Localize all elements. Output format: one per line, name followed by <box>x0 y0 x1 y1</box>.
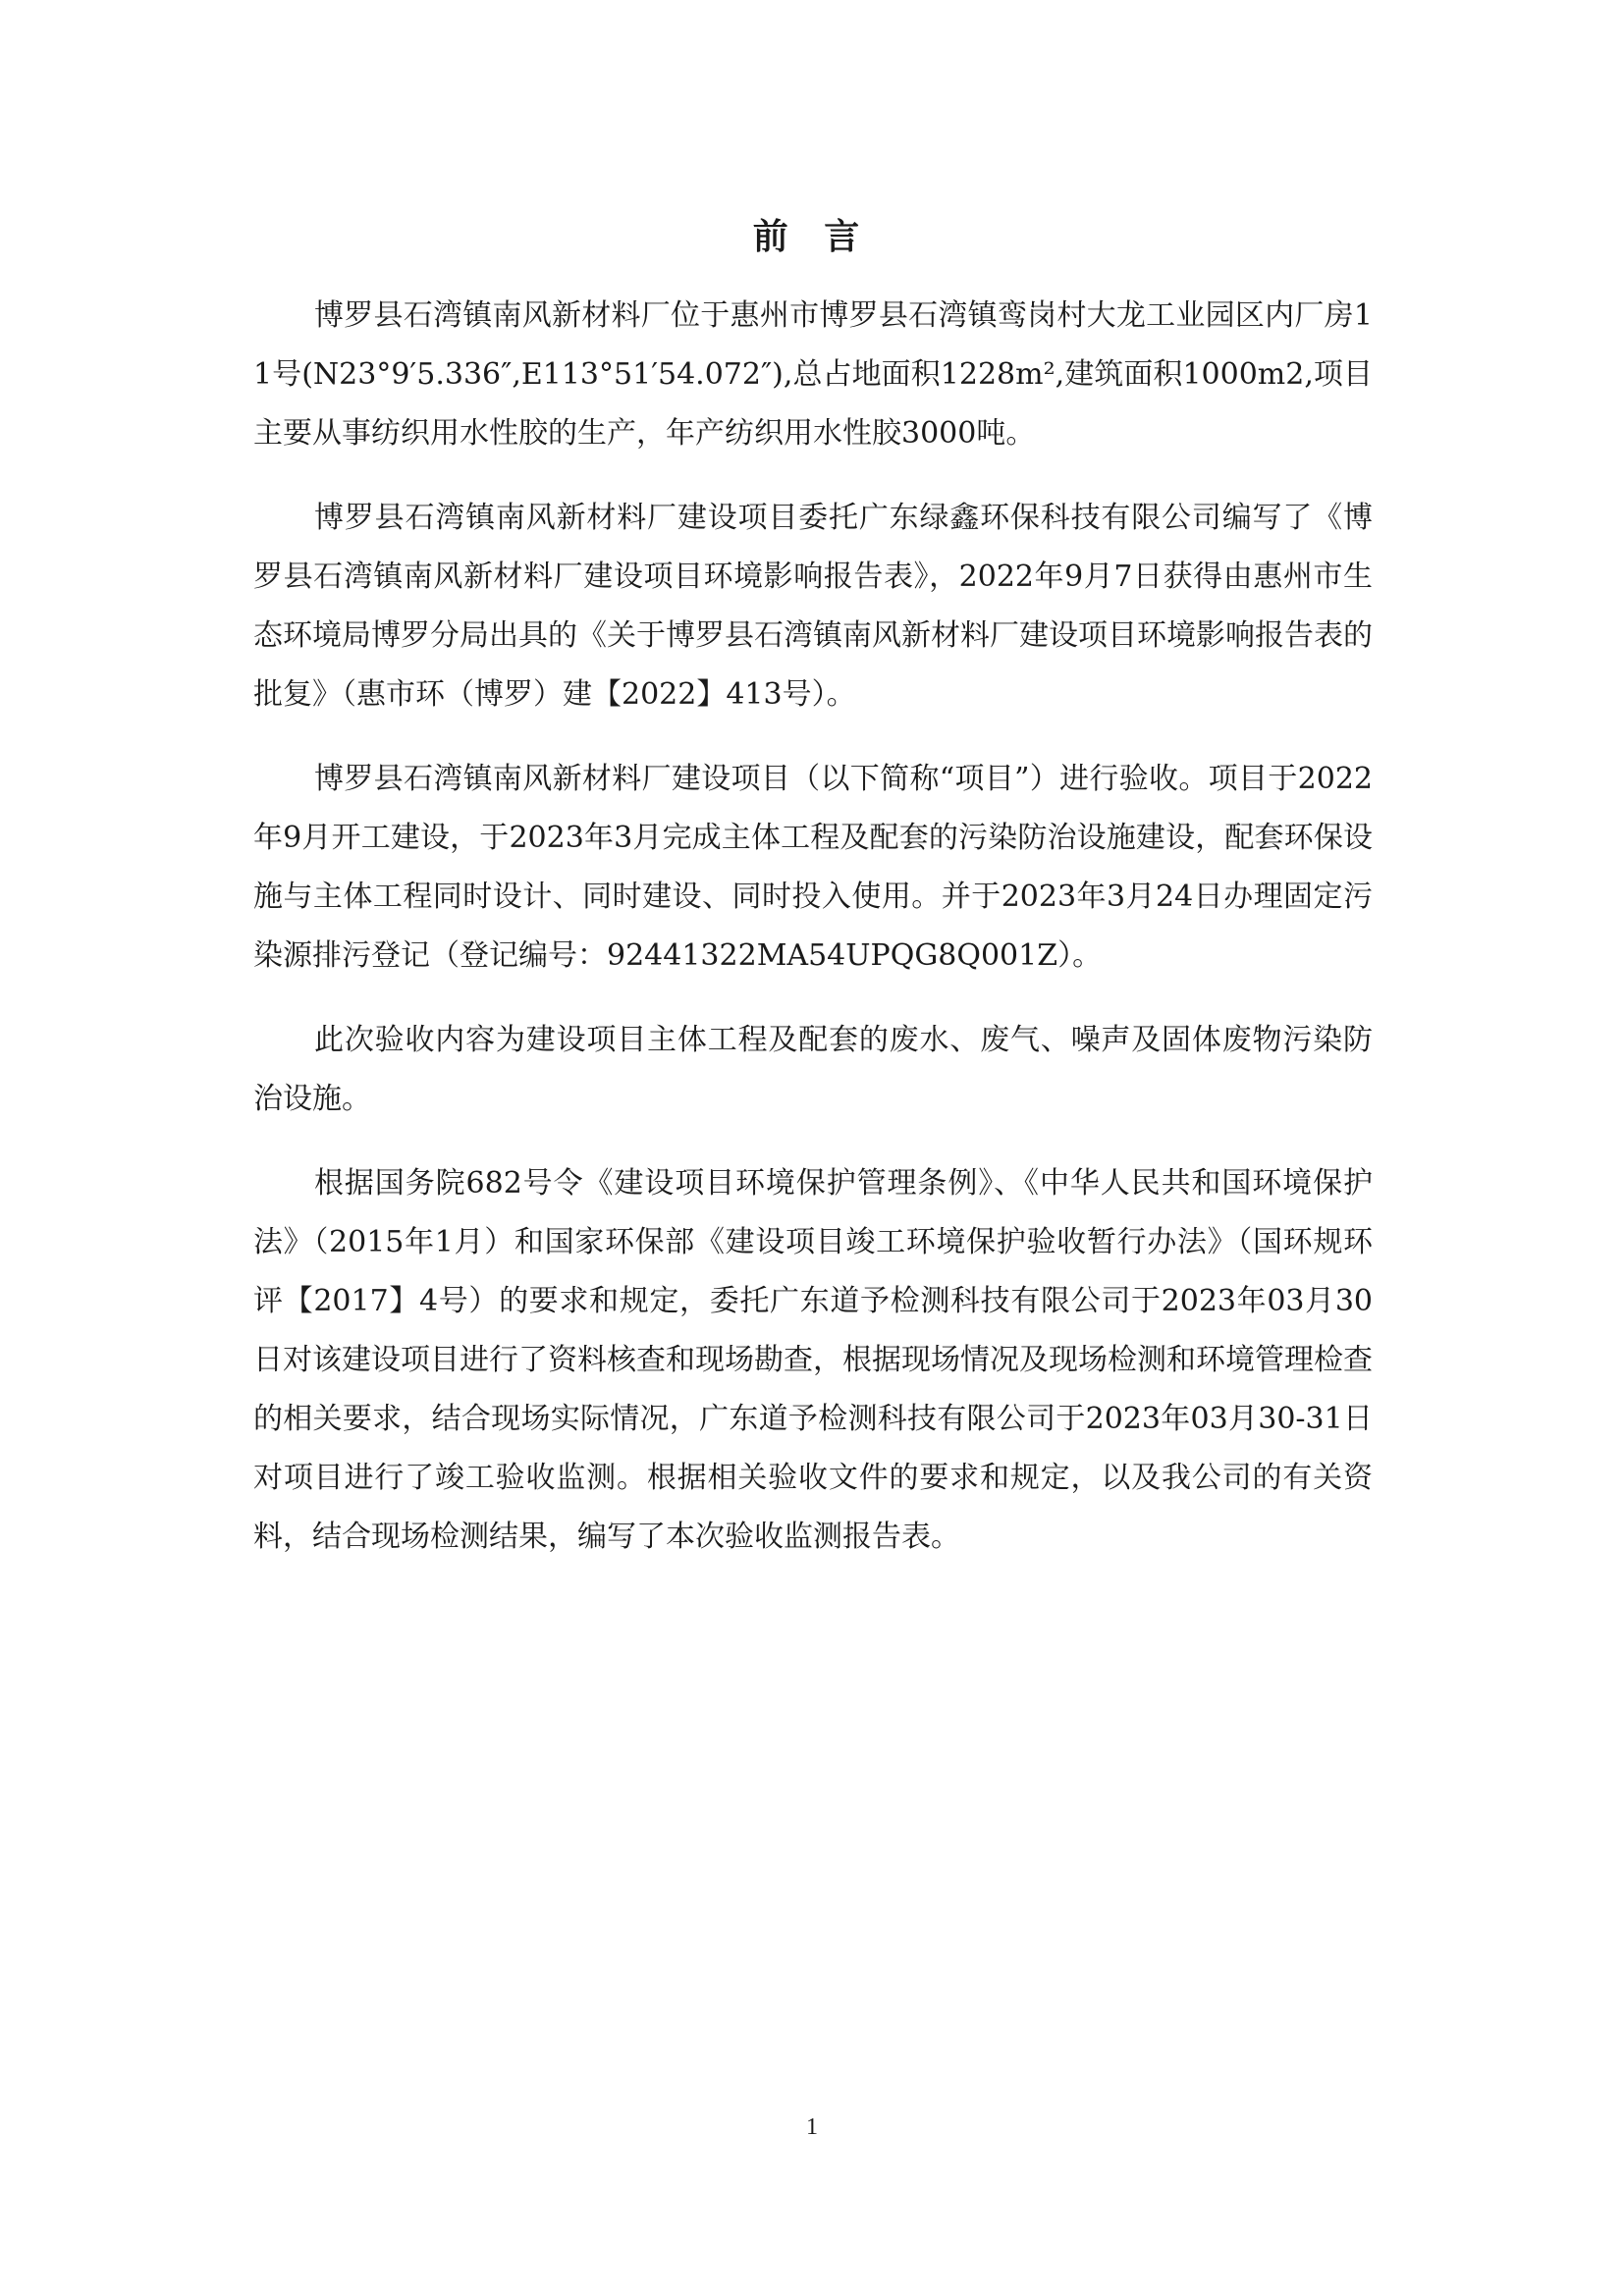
paragraph-legal-basis: 根据国务院682号令《建设项目环境保护管理条例》、《中华人民共和国环境保护法》（2015年1月）和国家环保部《建设项目竣工环境保护验收暂行办法》（国环规环评【2017】4号）的要求和规定，委托广东道予检测科技有限公司于2023年03月30日对该建设项目进行了资料核查和现场勘查，根据现场情况及现场检测和环境管理检查的相关要求，结合现场实际情况，广东道予检测科技有限公司于2023年03月30-31日对项目进行了竣工验收监测。根据相关验收文件的要求和规定，以及我公司的有关资料，结合现场检测结果，编写了本次验收监测报告表。 <box>253 1166 1373 1554</box>
page-title: 前 言 <box>752 217 872 257</box>
page-number: 1 <box>806 2114 818 2140</box>
body-text <box>253 287 1373 1592</box>
paragraph-eia-approval: 博罗县石湾镇南风新材料厂建设项目委托广东绿鑫环保科技有限公司编写了《博罗县石湾镇南风新材料厂建设项目环境影响报告表》，2022年9月7日获得由惠州市生态环境局博罗分局出具的《关于博罗县石湾镇南风新材料厂建设项目环境影响报告表的批复》（惠市环（博罗）建【2022】413号）。 <box>253 501 1373 712</box>
paragraph-construction-timeline: 博罗县石湾镇南风新材料厂建设项目（以下简称“项目”）进行验收。项目于2022年9月开工建设，于2023年3月完成主体工程及配套的污染防治设施建设，配套环保设施与主体工程同时设计、同时建设、同时投入使用。并于2023年3月24日办理固定污染源排污登记（登记编号：92441322MA54UPQG8Q001Z）。 <box>253 762 1373 973</box>
paragraph-acceptance-scope: 此次验收内容为建设项目主体工程及配套的废水、废气、噪声及固体废物污染防治设施。 <box>253 1023 1373 1116</box>
paragraph-project-location: 博罗县石湾镇南风新材料厂位于惠州市博罗县石湾镇鸾岗村大龙工业园区内厂房11号(N23°9′5.336″,E113°51′54.072″),总占地面积1228m²,建筑面积1000m2,项目主要从事纺织用水性胶的生产，年产纺织用水性胶3000吨。 <box>253 298 1373 451</box>
